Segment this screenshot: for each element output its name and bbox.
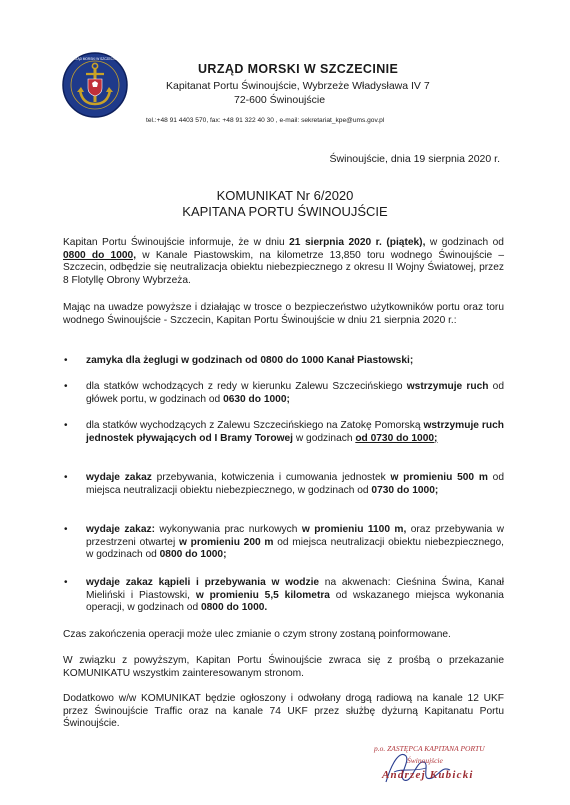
bullet-icon: • [64, 355, 68, 366]
contact-line: tel.:+48 91 4403 570, fax: +48 91 322 40 30 , e-mail: sekretariat_kpe@ums.gov.pl [146, 117, 385, 124]
bullet-icon: • [64, 381, 68, 392]
text-span: dla statków wychodzących z Zalewu Szczecińskiego na Zatokę Pomorską [86, 420, 424, 431]
bullet-item-3 [86, 420, 504, 445]
text-span: 0800 do 1000; [159, 549, 227, 561]
text-span: w promieniu 5,5 kilometra [195, 589, 330, 601]
text-span: przebywania, kotwiczenia i cumowania jednostek [151, 472, 391, 483]
paragraph-request: W związku z powyższym, Kapitan Portu Świnoujście zwraca się z prośbą o przekazanie KOMUNIKATU wszystkim zainteresowanym stronom. [63, 655, 504, 679]
text-span: oraz przebywania w przestrzeni otwartej [86, 524, 504, 548]
bullet-icon: • [64, 524, 68, 535]
text-span: wydaje zakaz [86, 472, 152, 483]
bullet-item-5 [86, 524, 504, 562]
text-span: zamyka dla żeglugi w godzinach od 0800 do 1000 Kanał Piastowski; [86, 355, 414, 366]
text-span: w godzinach [293, 432, 356, 444]
date-line: Świnoujście, dnia 19 sierpnia 2020 r. [329, 153, 500, 165]
time-emphasis: 0800 do 1000, [63, 249, 137, 261]
logo-caption: URZĄD MORSKI W SZCZECINIE [70, 57, 120, 61]
paragraph-radio: Dodatkowo w/w KOMUNIKAT będzie ogłoszony i odwołany drogą radiową na kanale 12 UKF przez Świnoujście Traffic oraz na kanale 74 UKF przez służbę dyżurną Kapitanatu Portu Świnoujście. [63, 693, 504, 730]
text-span: dla statków wchodzących z redy w kierunku Zalewu Szczecińskiego [86, 381, 407, 392]
text-span: 0730 do 1000; [371, 484, 439, 496]
bullet-item-2 [86, 381, 504, 406]
notice-subtitle: KAPITANA PORTU ŚWINOUJŚCIE [182, 204, 388, 219]
text-span: wykonywania prac nurkowych [155, 524, 302, 535]
address-line-1: Kapitanat Portu Świnoujście, Wybrzeże Władysława IV 7 [166, 80, 430, 92]
paragraph-intro [63, 237, 504, 287]
text-span: w Kanale Piastowskim, na kilometrze 13,850 toru wodnego Świnoujście – Szczecin, odbędzie się neutralizacja obiektu niebezpiecznego z okresu II Wojny Światowej, przez 8 Flotyllę Obrony Wybrzeża. [63, 249, 504, 286]
bullet-item-4 [86, 472, 504, 497]
org-title: URZĄD MORSKI W SZCZECINIE [198, 62, 399, 76]
text-span: w promieniu 200 m [179, 536, 274, 548]
text-span: wstrzymuje ruch [406, 381, 489, 392]
bullet-icon: • [64, 577, 68, 588]
text-span: od miejsca neutralizacji obiektu niebezpiecznego, w godzinach od [86, 472, 504, 496]
notice-title: KOMUNIKAT Nr 6/2020 [216, 188, 354, 203]
bullet-item-6 [86, 577, 504, 615]
text-span: 0630 do 1000; [223, 393, 290, 405]
text-span: Kapitan Portu Świnoujście informuje, że w dniu [63, 237, 290, 248]
text-span: od wskazanego miejsca wykonania operacji, w godzinach od [86, 589, 504, 614]
text-span: na akwenach: Cieśnina Świna, Kanał Mieliński i Piastowski, [86, 577, 504, 601]
paragraph-context: Mając na uwadze powyższe i działając w trosce o bezpieczeństwo użytkowników portu oraz toru wodnego Świnoujście - Szczecin, Kapitan Portu Świnoujście w dniu 21 sierpnia 2020 r.: [63, 302, 504, 326]
signature-name: Andrzej Kubicki [382, 769, 474, 781]
text-span: w godzinach od [425, 237, 504, 248]
text-span: od miejsca neutralizacji obiektu niebezpiecznego, w godzinach od [86, 536, 505, 561]
text-span: w promieniu 500 m [390, 472, 488, 483]
text-span: od główek portu, w godzinach od [86, 381, 504, 405]
text-span: od 0730 do 1000; [355, 432, 438, 444]
text-span: wydaje zakaz kąpieli i przebywania w wodzie [86, 577, 320, 588]
text-span: w promieniu 1100 m, [301, 524, 407, 535]
bullet-icon: • [64, 420, 68, 431]
bullet-icon: • [64, 472, 68, 483]
signature-place: Świnoujście [407, 756, 443, 765]
maritime-office-logo [62, 52, 128, 118]
text-span: 0800 do 1000. [200, 602, 268, 614]
bullet-item-1 [86, 355, 504, 368]
paragraph-end-note: Czas zakończenia operacji może ulec zmianie o czym strony zostaną poinformowane. [63, 629, 451, 640]
text-span: wydaje zakaz: [86, 524, 155, 535]
address-line-2: 72-600 Świnoujście [234, 94, 326, 106]
text-span: wstrzymuje ruch jednostek pływających od I Bramy Torowej [86, 420, 504, 444]
signature-role: p.o. ZASTĘPCA KAPITANA PORTU [374, 744, 485, 753]
date-emphasis: 21 sierpnia 2020 r. (piątek), [289, 237, 426, 248]
